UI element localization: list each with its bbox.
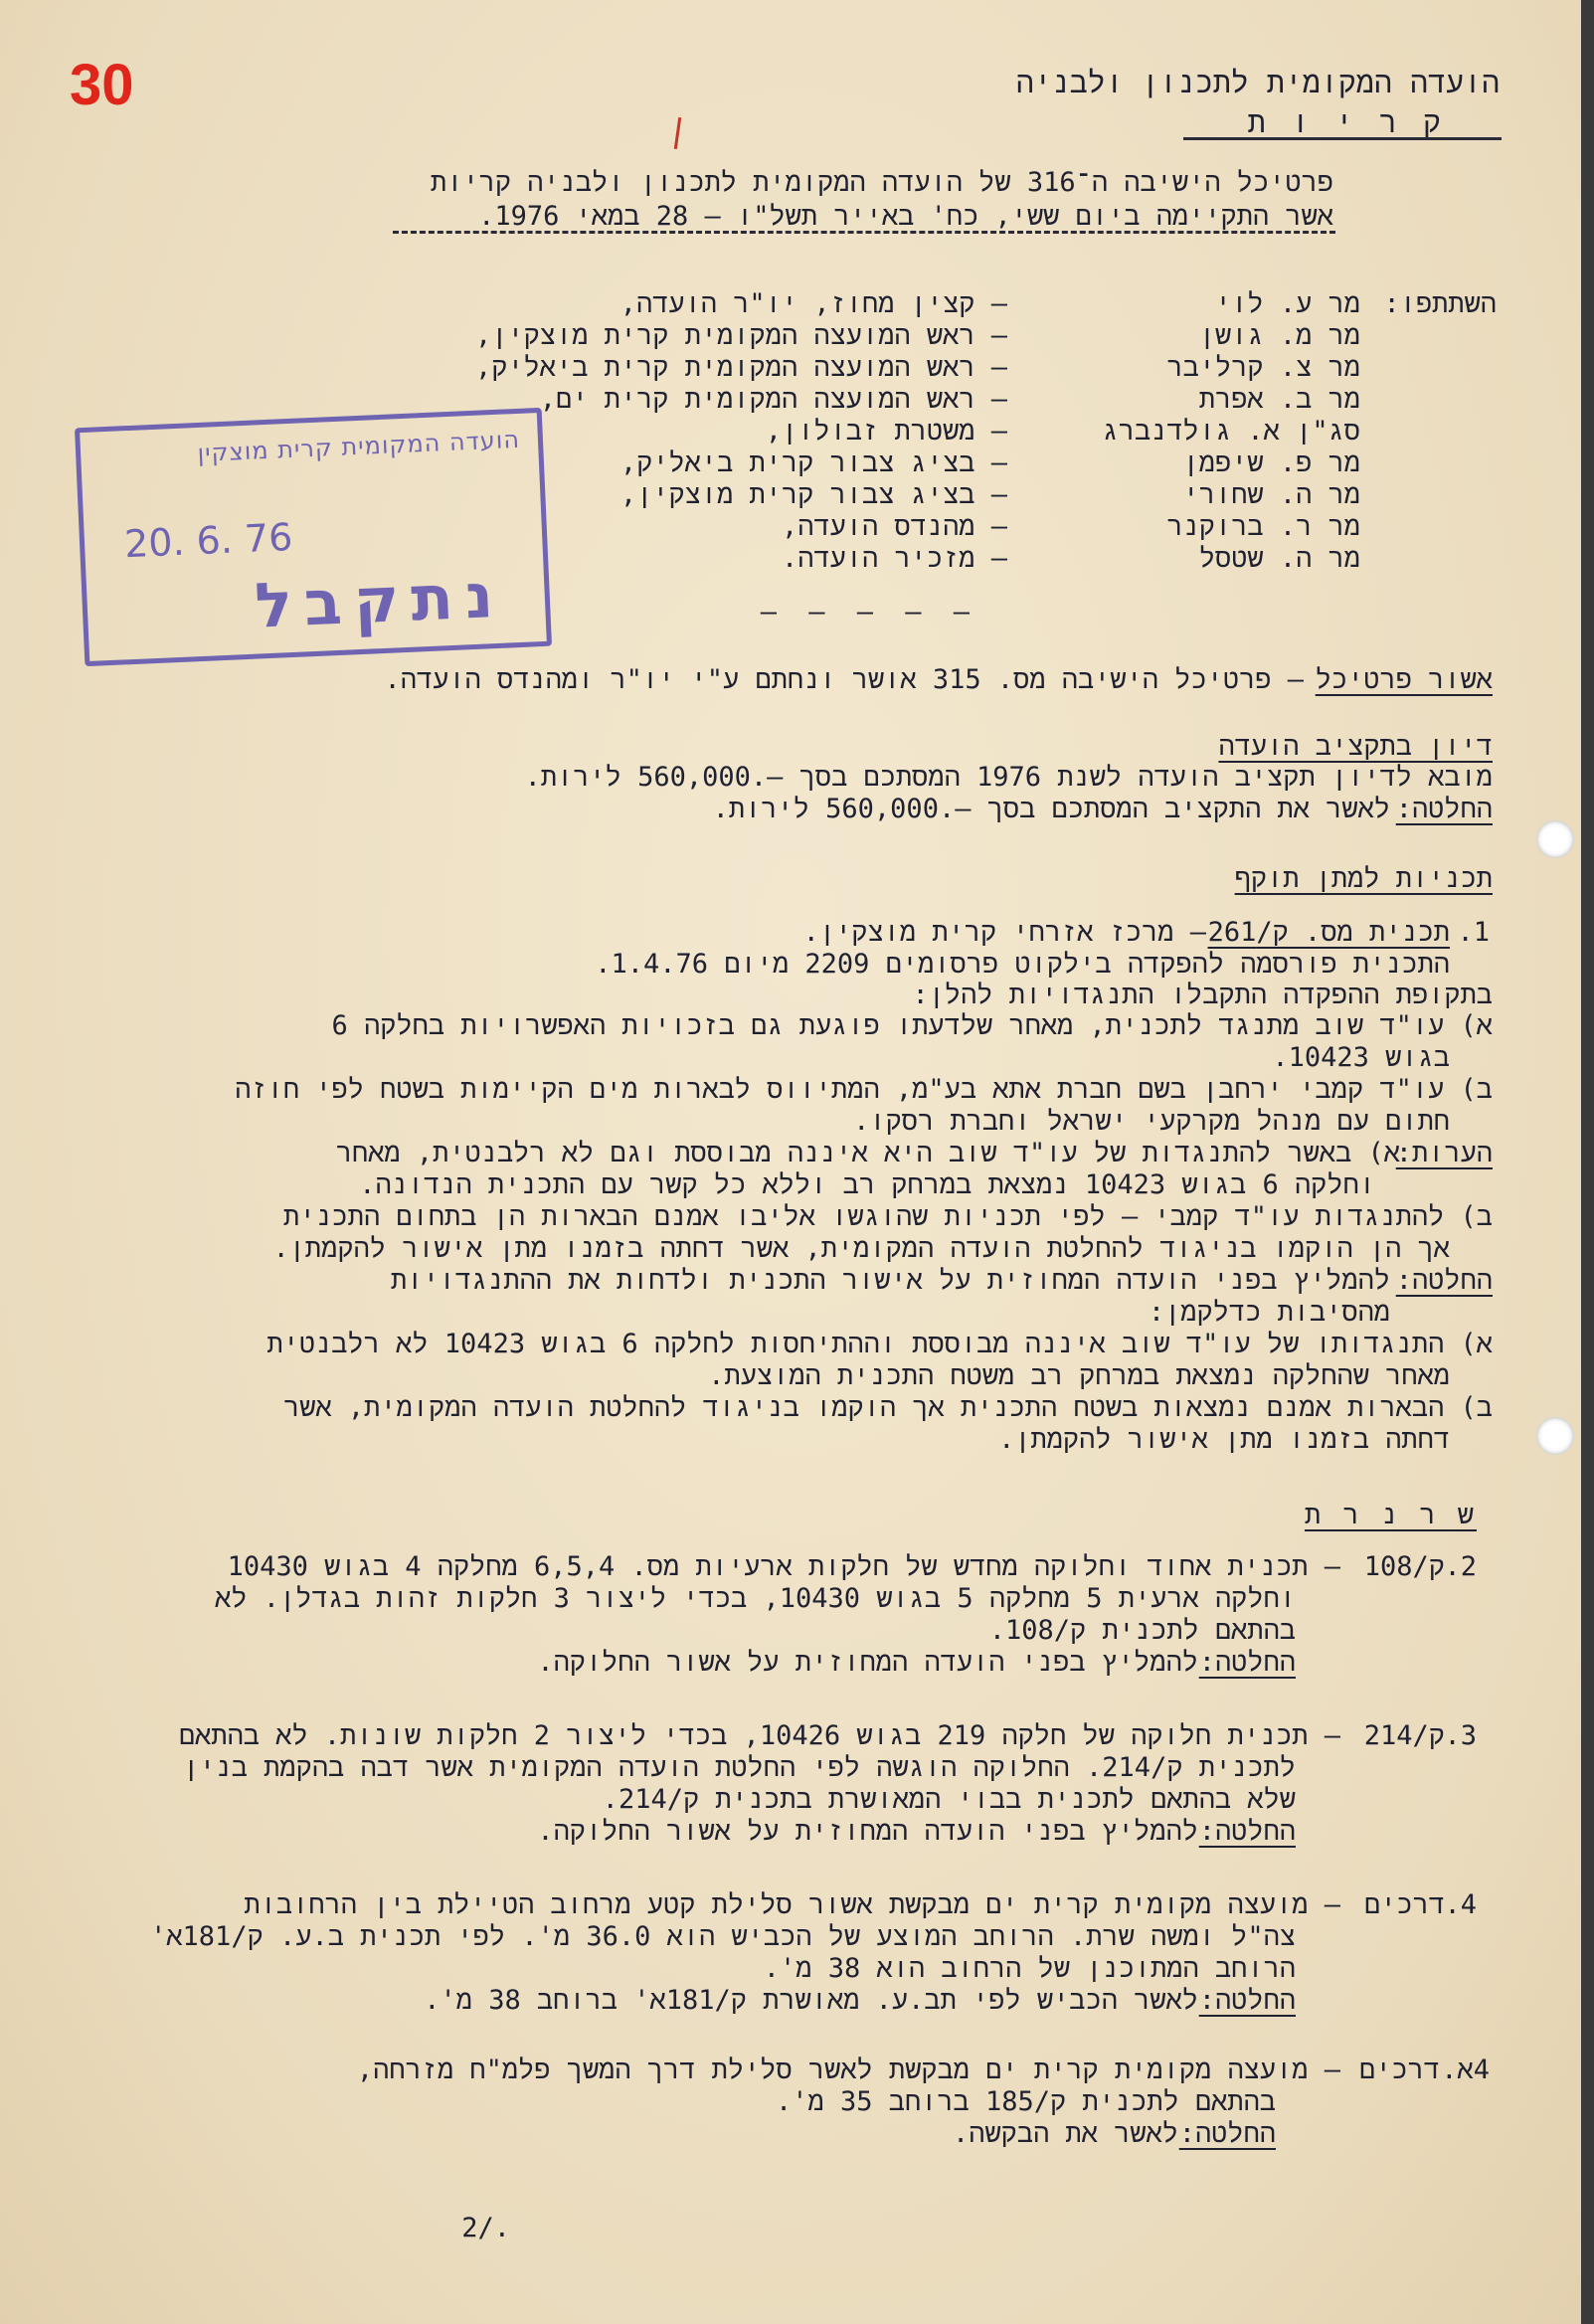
- item1-notes-label: הערות:: [1395, 1138, 1493, 1168]
- participant-role: – ראש המועצה המקומית קרית ים,: [539, 384, 1007, 415]
- participant-name: סג"ן א. גולדנברג: [1102, 416, 1360, 447]
- item2-line: בהתאם לתכנית ק/108.: [988, 1615, 1296, 1646]
- budget-decision-label: החלטה:: [1395, 794, 1493, 824]
- participants-dashes: – – – – –: [760, 597, 977, 627]
- item1-number: 1.: [1457, 917, 1490, 948]
- item1-line: בגוש 10423.: [1272, 1042, 1450, 1073]
- item4a-decision: לאשר את הבקשה.: [953, 2118, 1178, 2149]
- participant-name: מר ה. שחורי: [1182, 479, 1360, 510]
- item2-number: 2.: [1444, 1551, 1477, 1582]
- participant-name: מר ה. שטסל: [1198, 543, 1360, 574]
- plans-heading: תכניות למתן תוקף: [1234, 863, 1493, 894]
- item1-line: וחלקה 6 בגוש 10423 נמצאת במרחק רב וללא כל קשר עם התכנית הנדונה.: [359, 1169, 1375, 1200]
- org-place: ק ר י ו ת: [1247, 105, 1445, 140]
- item2-line: וחלקה ארעית 5 מחלקה 5 בגוש 10430, בכדי ליצור 3 חלקות זהות בגדלן. לא: [215, 1583, 1296, 1614]
- participant-name: מר צ. קרליבר: [1166, 352, 1360, 383]
- scan-edge: [1581, 0, 1594, 2324]
- participant-name: מר ר. ברוקנר: [1166, 511, 1360, 542]
- participant-name: מר מ. גושן: [1198, 320, 1360, 351]
- item1-line: אך הן הוקמו בניגוד להחלטת הועדה המקומית, אשר דחתה בזמנו מתן אישור להקמתן.: [272, 1233, 1450, 1264]
- item4a-line: – מועצה מקומית קרית ים מבקשת לאשר סלילת דרך המשך פלמ"ח מזרחה,: [356, 2055, 1340, 2085]
- stamp-org: הועדה המקומית קרית מוצקין: [196, 425, 521, 467]
- item4-number: 4.: [1444, 1889, 1477, 1920]
- header-rule: [1183, 137, 1502, 140]
- item1-line: דחתה בזמנו מתן אישור להקמתן.: [998, 1424, 1450, 1455]
- item1-line: ב) הבארות אמנם נמצאות בשטח התכנית אך הוקמו בניגוד להחלטת הועדה המקומית, אשר: [283, 1392, 1493, 1423]
- item3-line: לתכנית ק/214. החלוקה הוגשה לפי החלטת הועדה המקומית אשר דבה בהקמת בנין: [183, 1752, 1296, 1783]
- item1-title: – מרכז אזרחי קרית מוצקין.: [802, 917, 1206, 948]
- item3-number: 3.: [1444, 1720, 1477, 1751]
- item1-line: א) התנגדותו של עו"ד שוב איננה מבוססת וההתיחסות לחלקה 6 בגוש 10423 לא רלבנטית: [266, 1329, 1493, 1359]
- budget-line: מובא לדיון תקציב הועדה לשנת 1976 המסתכם בסך –.560,000 לירות.: [524, 762, 1493, 793]
- participant-role: – מהנדס הועדה,: [781, 511, 1007, 542]
- item1-label: תכנית מס. ק/261: [1207, 917, 1450, 948]
- item1-line: א) באשר להתנגדות של עו"ד שוב היא איננה מבוססת וגם לא רלבנטית, מאחר: [335, 1138, 1400, 1168]
- participant-role: – בציג צבור קרית ביאליק,: [620, 447, 1007, 478]
- item1-line: חתום עם מנהל מקרקעי ישראל וחברת רסקו.: [853, 1106, 1450, 1137]
- item1-line: א) עו"ד שוב מתנגד לתכנית, מאחר שלדעתו פוגעת גם בזכויות האפשרויות בחלקה 6: [331, 1010, 1493, 1041]
- item1-line: בתקופת ההפקדה התקבלו התנגדויות להלן:: [912, 980, 1493, 1010]
- item4-line: צה"ל ומשה שרת. הרוחב המוצע של הכביש הוא 36.0 מ'. לפי תכנית ב.ע. ק/181א': [150, 1921, 1296, 1952]
- item3-ref: ק/214: [1363, 1720, 1445, 1751]
- item4-decision: לאשר הכביש לפי תב.ע. מאושרת ק/181א' ברוחב 38 מ'.: [424, 1985, 1198, 2016]
- participants-label: השתתפו:: [1383, 288, 1497, 319]
- item4-line: הרוחב המתוכנן של הרחוב הוא 38 מ'.: [763, 1953, 1296, 1984]
- budget-heading: דיון בתקציב הועדה: [1218, 731, 1493, 762]
- participant-role: – ראש המועצה המקומית קרית ביאליק,: [474, 352, 1007, 383]
- item1-line: ב) עו"ד קמבי ירחבן בשם חברת אתא בע"מ, המתיווס לבארות מים הקיימות בשטח לפי חוזה: [235, 1074, 1493, 1105]
- participant-role: – ראש המועצה המקומית קרית מוצקין,: [474, 320, 1007, 351]
- title-rule: [393, 231, 1335, 234]
- item2-ref: ק/108: [1363, 1551, 1445, 1582]
- title-line-1: פרטיכל הישיבה ה־316 של הועדה המקומית לתכנון ולבניה קריות: [431, 167, 1333, 198]
- budget-decision: לאשר את התקציב המסתכם בסך –.560,000 לירות.: [712, 794, 1390, 824]
- item4a-line: בהתאם לתכנית ק/185 ברוחב 35 מ'.: [776, 2086, 1276, 2117]
- item1-line: ב) להתנגדות עו"ד קמבי – לפי תכניות שהוגשו אליבו אמנם הבארות הן בתחום התכנית: [282, 1201, 1493, 1232]
- item4-decision-label: החלטה:: [1198, 1985, 1296, 2016]
- title-line-2: אשר התקיימה ביום ששי, כח' באייר תשל"ו – 28 במאי 1976.: [478, 201, 1333, 232]
- item2-decision-label: החלטה:: [1198, 1647, 1296, 1678]
- received-stamp: [75, 408, 552, 666]
- participant-name: מר ב. אפרת: [1198, 384, 1360, 415]
- item3-line: – תכנית חלוקה של חלקה 219 בגוש 10426, בכדי ליצור 2 חלקות שונות. לא בהתאם: [178, 1720, 1340, 1751]
- stamp-date: 20. 6. 76: [123, 514, 294, 567]
- participant-name: מר ע. לוי: [1215, 288, 1360, 319]
- item4-line: – מועצה מקומית קרית ים מבקשת אשור סלילת קטע מרחוב הטיילת בין הרחובות: [244, 1889, 1340, 1920]
- binder-hole: [1536, 1417, 1574, 1455]
- item3-decision-label: החלטה:: [1198, 1816, 1296, 1847]
- participant-role: – משטרת זבולון,: [765, 416, 1007, 447]
- org-name: הועדה המקומית לתכנון ולבניה: [1015, 66, 1500, 100]
- item1-line: להמליץ בפני הועדה המחוזית על אישור התכנית ולדחות את ההתנגדויות: [390, 1265, 1390, 1296]
- stamp-word: נתקבל: [253, 558, 507, 642]
- participant-role: – מזכיר הועדה.: [781, 543, 1007, 574]
- item3-decision: להמליץ בפני הועדה המחוזית על אשור החלוקה.: [537, 1816, 1198, 1847]
- page-number: 30: [70, 53, 134, 117]
- item4a-decision-label: החלטה:: [1178, 2118, 1276, 2149]
- item1-line: מהסיבות כדלקמן:: [1148, 1297, 1390, 1328]
- item1-decision-label: החלטה:: [1395, 1265, 1493, 1296]
- item4-ref: דרכים: [1363, 1889, 1445, 1920]
- item3-line: שלא בהתאם לתכנית בבוי המאושרת בתכנית ק/214.: [602, 1784, 1296, 1815]
- next-page-marker: 2/.: [461, 2213, 510, 2243]
- participant-role: – קצין מחוז, יו"ר הועדה,: [620, 288, 1007, 319]
- approval-label: אשור פרטיכל: [1315, 664, 1493, 695]
- participant-name: מר פ. שיפמן: [1182, 447, 1360, 478]
- binder-hole: [1536, 820, 1574, 858]
- item4a-ref: דרכים: [1358, 2055, 1440, 2085]
- parcels-heading: ש ר נ ר ת: [1304, 1500, 1477, 1530]
- item1-line: מאחר שהחלקה נמצאת במרחק רב משטח התכנית המוצעת.: [708, 1360, 1450, 1391]
- item2-line: – תכנית אחוד וחלוקה מחדש של חלקות ארעיות מס. 6,5,4 מחלקה 4 בגוש 10430: [227, 1551, 1340, 1582]
- approval-text: – פרטיכל הישיבה מס. 315 אושר ונחתם ע"י יו"ר ומהנדס הועדה.: [384, 664, 1304, 695]
- participant-role: – בציג צבור קרית מוצקין,: [620, 479, 1007, 510]
- item2-decision: להמליץ בפני הועדה המחוזית על אשור החלוקה.: [537, 1647, 1198, 1678]
- item1-line: התכנית פורסמה להפקדה בילקוט פרסומים 2209 מיום 1.4.76.: [595, 949, 1450, 980]
- item4a-number: 4א.: [1441, 2055, 1490, 2085]
